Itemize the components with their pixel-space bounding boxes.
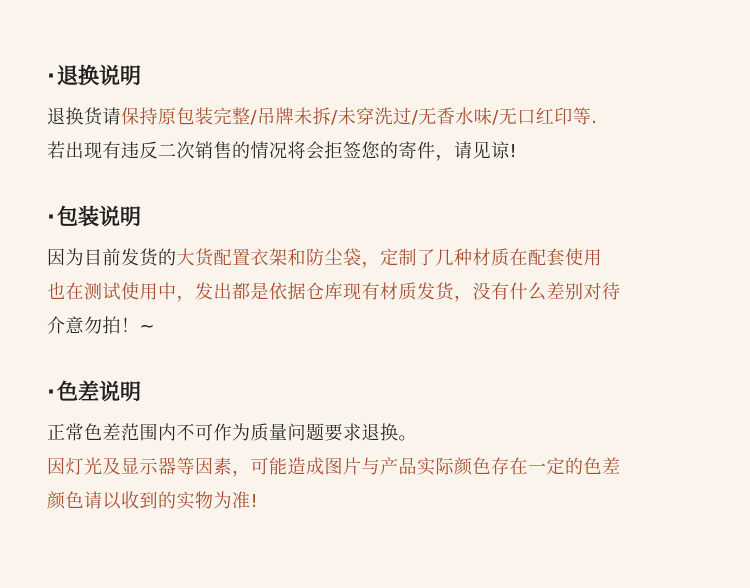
packaging-section (47, 203, 737, 344)
color-difference-heading (47, 378, 737, 406)
heading-bullet: · (47, 380, 55, 404)
packaging-line-3: 介意勿拍！~ (47, 316, 156, 337)
return-policy-section (47, 62, 737, 169)
color-difference-line-2: 因灯光及显示器等因素，可能造成图片与产品实际颜色存在一定的色差 (47, 457, 621, 478)
packaging-line-1-prefix: 因为目前发货的 (47, 248, 177, 269)
return-policy-heading (47, 62, 737, 90)
packaging-line-1 (47, 242, 737, 276)
color-difference-line-3: 颜色请以收到的实物为准! (47, 491, 259, 512)
packaging-title: 包装说明 (56, 205, 141, 229)
return-policy-line-2: 若出现有违反二次销售的情况将会拒签您的寄件，请见谅! (47, 141, 518, 162)
heading-bullet: · (47, 205, 55, 229)
return-policy-line-1-prefix: 退换货请 (47, 107, 121, 128)
color-difference-line-1: 正常色差范围内不可作为质量问题要求退换。 (47, 423, 417, 444)
color-difference-title: 色差说明 (56, 380, 141, 404)
packaging-body (47, 242, 737, 344)
packaging-heading (47, 203, 737, 231)
return-policy-conditions: 保持原包装完整/吊牌未拆/未穿洗过/无香水味/无口红印等. (121, 107, 598, 128)
heading-bullet: · (47, 64, 55, 88)
color-difference-section (47, 378, 737, 519)
packaging-line-2: 也在测试使用中，发出都是依据仓库现有材质发货，没有什么差别对待 (47, 282, 621, 303)
packaging-line-1-highlight: 大货配置衣架和防尘袋，定制了几种材质在配套使用 (176, 248, 602, 269)
return-policy-line-1 (47, 101, 737, 135)
color-difference-body (47, 417, 737, 519)
return-policy-body (47, 101, 737, 169)
return-policy-title: 退换说明 (56, 64, 141, 88)
